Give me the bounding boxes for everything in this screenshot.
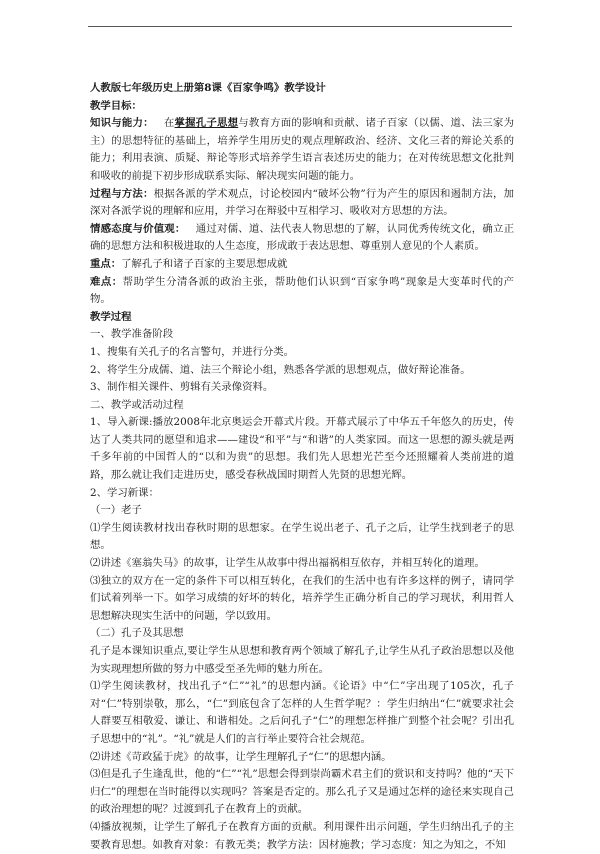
header-rule <box>88 26 512 27</box>
goal-knowledge-pre: 在 <box>163 117 175 130</box>
stage-2-heading: 二、教学或活动过程 <box>90 398 184 411</box>
goal-attitude-label: 情感态度与价值观： <box>90 222 186 235</box>
key-point-text: 了解孔子和诸子百家的主要思想成就 <box>121 257 288 270</box>
goal-process-method <box>90 186 514 221</box>
kongzi-item-4: ⑷播放视频，让学生了解孔子在教育方面的贡献。利用课件出示问题，学生归纳出孔子的主要教育思想。如教育对象：有教无类；教学方法：因材施教；学习态度：知之为知之，不知 <box>90 820 514 851</box>
key-point-label: 重点： <box>90 257 122 270</box>
laozi-item-2: ⑵讲述《塞翁失马》的故事，让学生从故事中得出福祸相互依存，并相互转化的道理。 <box>90 557 485 570</box>
prep-item-1: 1、搜集有关孔子的名言警句，并进行分类。 <box>90 345 295 358</box>
document-body <box>90 80 514 854</box>
difficulty-label: 难点： <box>90 275 123 288</box>
key-point <box>90 256 514 274</box>
goal-knowledge <box>90 115 514 185</box>
goal-knowledge-text: 与教育方面的影响和贡献、诸子百家（以儒、道、法三家为主）的思想特征的基础上，培养学生用历史的观点理解政治、经济、文化三者的辩论关系的能力；利用表演、质疑、辩论等形式培养学生语言表述历史的能力；在对传统思想文化批判和吸收的前提下初步形成联系实际、解决现实问题的能力。 <box>90 117 515 182</box>
kongzi-item-1: ⑴学生阅读教材，找出孔子“仁”“礼”的思想内涵。《论语》中“仁”字出现了105次，孔子对“仁”特别崇敬，那么，“仁”到底包含了怎样的人生哲学呢？：学生归纳出“仁”就要求社会人群要互相敬爱、谦让、和谐相处。之后问孔子“仁”的理想怎样推广到整个社会呢？引出孔子思想中的“礼”。“礼”就是人们的言行举止要符合社会规范。 <box>90 680 514 745</box>
goal-attitude-text: 通过对儒、道、法代表人物思想的了解，认同优秀传统文化，确立正确的思想方法和积极进取的人生态度，形成敢于表达思想、尊重别人意见的个人素质。 <box>90 222 515 253</box>
kongzi-intro: 孔子是本课知识重点,要让学生从思想和教育两个领域了解孔子,让学生从孔子政治思想以及他为实现理想所做的努力中感受至圣先师的魅力所在。 <box>90 645 514 675</box>
goal-knowledge-underlined: 掌握孔子思想 <box>174 117 239 130</box>
laozi-item-1: ⑴学生阅读教材找出春秋时期的思想家。在学生说出老子、孔子之后，让学生找到老子的思想。 <box>90 521 514 552</box>
kongzi-item-3: ⑶但是孔子生逢乱世，他的“仁”“礼”思想会得到崇尚霸术君主们的赏识和支持吗？他的“天下归仁”的理想在当时能得以实现吗？答案是否定的。那么孔子又是通过怎样的途径来实现自己的政治理想的呢？过渡到孔子在教育上的贡献。 <box>90 768 514 816</box>
new-lesson-heading: 2、学习新课： <box>90 486 159 499</box>
goal-attitude <box>90 221 514 256</box>
prep-item-2: 2、将学生分成儒、道、法三个辩论小组，熟悉各学派的思想观点，做好辩论准备。 <box>90 363 471 376</box>
process-heading: 教学过程 <box>90 310 132 323</box>
intro-paragraph: 1、导入新课:播放2008年北京奥运会开幕式片段。开幕式展示了中华五千年悠久的历史，传达了人类共同的愿望和追求——建设“和平”与“和谐”的人类家园。而这一思想的源头就是两千多年前的中国哲人的“以和为贵”的思想。我们先人思想光芒至今还照耀着人类前进的道路，那么就让我们走进历史，感受春秋战国时期哲人先贤的思想光辉。 <box>90 416 514 482</box>
prep-item-3: 3、制作相关课件、剪辑有关录像资料。 <box>90 381 274 394</box>
laozi-item-3: ⑶独立的双方在一定的条件下可以相互转化，在我们的生活中也有许多这样的例子，请同学们试着列举一下。如学习成绩的好坏的转化，培养学生正确分析自己的学习现状，利用哲人思想解决现实生活中的问题，学以致用。 <box>90 574 514 622</box>
section-kongzi-heading: （二）孔子及其思想 <box>90 627 184 640</box>
difficulty-text: 帮助学生分清各派的政治主张，帮助他们认识到“百家争鸣”现象是大变革时代的产物。 <box>90 275 515 306</box>
goal-process-text: 根据各派的学术观点，讨论校园内“破坏公物”行为产生的原因和遏制方法，加深对各派学说的理解和应用，并学习在辩驳中互相学习、吸收对方思想的方法。 <box>90 187 515 218</box>
kongzi-item-2: ⑵讲述《苛政猛于虎》的故事，让学生理解孔子“仁”的思想内涵。 <box>90 750 392 763</box>
goal-knowledge-label: 知识与能力： <box>90 117 154 130</box>
section-laozi-heading: （一）老子 <box>90 504 142 517</box>
difficulty <box>90 274 514 309</box>
goals-heading: 教学目标： <box>90 99 142 112</box>
goal-process-label: 过程与方法： <box>90 187 154 200</box>
stage-1-heading: 一、教学准备阶段 <box>90 328 174 341</box>
document-title: 人教版七年级历史上册第8课《百家争鸣》教学设计 <box>90 82 326 94</box>
